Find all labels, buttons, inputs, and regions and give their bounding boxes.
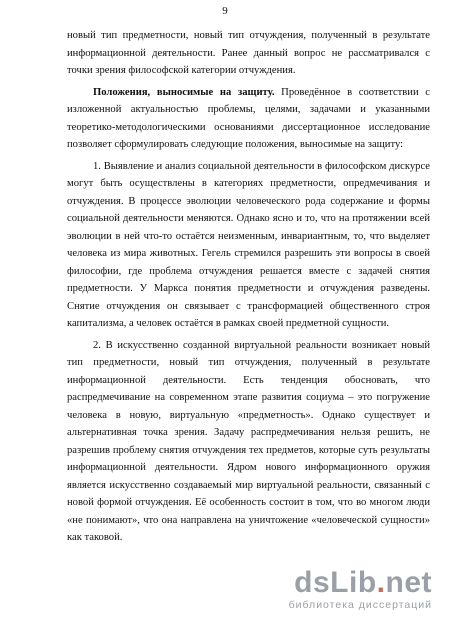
document-body [67,27,430,551]
paragraph-theses-intro [67,84,430,154]
watermark-logo-tld: net [385,566,432,599]
watermark-logo-dot: . [376,566,386,599]
watermark-logo-main: dsLib [294,566,377,599]
page-number: 9 [222,5,228,17]
paragraph-thesis-2: 2. В искусственно созданной виртуальной реальности возникает новый тип предметности, новый тип отчуждения, полученный в результате информационной деятельности. Есть тенденция обосновать, что распредмечивание на современном этапе развития социума – это погружение человека в новую, виртуальную «предметность». Однако существует и альтернативная точка зрения. Задачу распредмечивания нельзя решить, не разрешив проблему снятия отчуждения тех предметов, которые суть результаты информационной деятельности. Ядром нового информационного оружия является искусственно создаваемый мир виртуальной реальности, связанный с новой формой отчуждения. Её особенность состоит в том, что во многом люди «не понимают», что она направлена на уничтожение «человеческой сущности» как таковой. [67,339,430,543]
theses-heading: Положения, выносимые на защиту. [93,86,275,98]
paragraph-intro: новый тип предметности, новый тип отчуждения, полученный в результате информационной деятельности. Ранее данный вопрос не рассматривался с точки зрения философской категории отчуждения. [67,30,430,76]
watermark-subtitle: библиотека диссертаций [288,599,432,611]
paragraph-thesis-1: 1. Выявление и анализ социальной деятельности в философском дискурсе могут быть осуществлены в категориях предметности, опредмечивания и отчуждения. В процессе эволюции человеческого рода содержание и формы социальной деятельности меняются. Однако ясно и то, что на протяжении всей эволюции в ней что-то остаётся неизменным, инвариантным, то, что выделяет человека из мира животных. Гегель стремился разрешить эти вопросы в своей философии, где проблема отчуждения решается вместе с задачей снятия предметности. У Маркса понятия предметности и отчуждения разведены. Снятие отчуждения он связывает с трансформацией общественного строя капитализма, а человек остаётся в рамках своей предметной сущности. [67,160,430,329]
dslib-watermark [252,567,432,611]
theses-intro-text: Проведённое в соответствии с изложенной актуальностью проблемы, целями, задачами и указанными теоретико-методологическими основаниями диссертационное исследование позволяет сформулировать следующие положения, выносимые на защиту: [67,86,430,150]
watermark-logo [252,567,432,599]
